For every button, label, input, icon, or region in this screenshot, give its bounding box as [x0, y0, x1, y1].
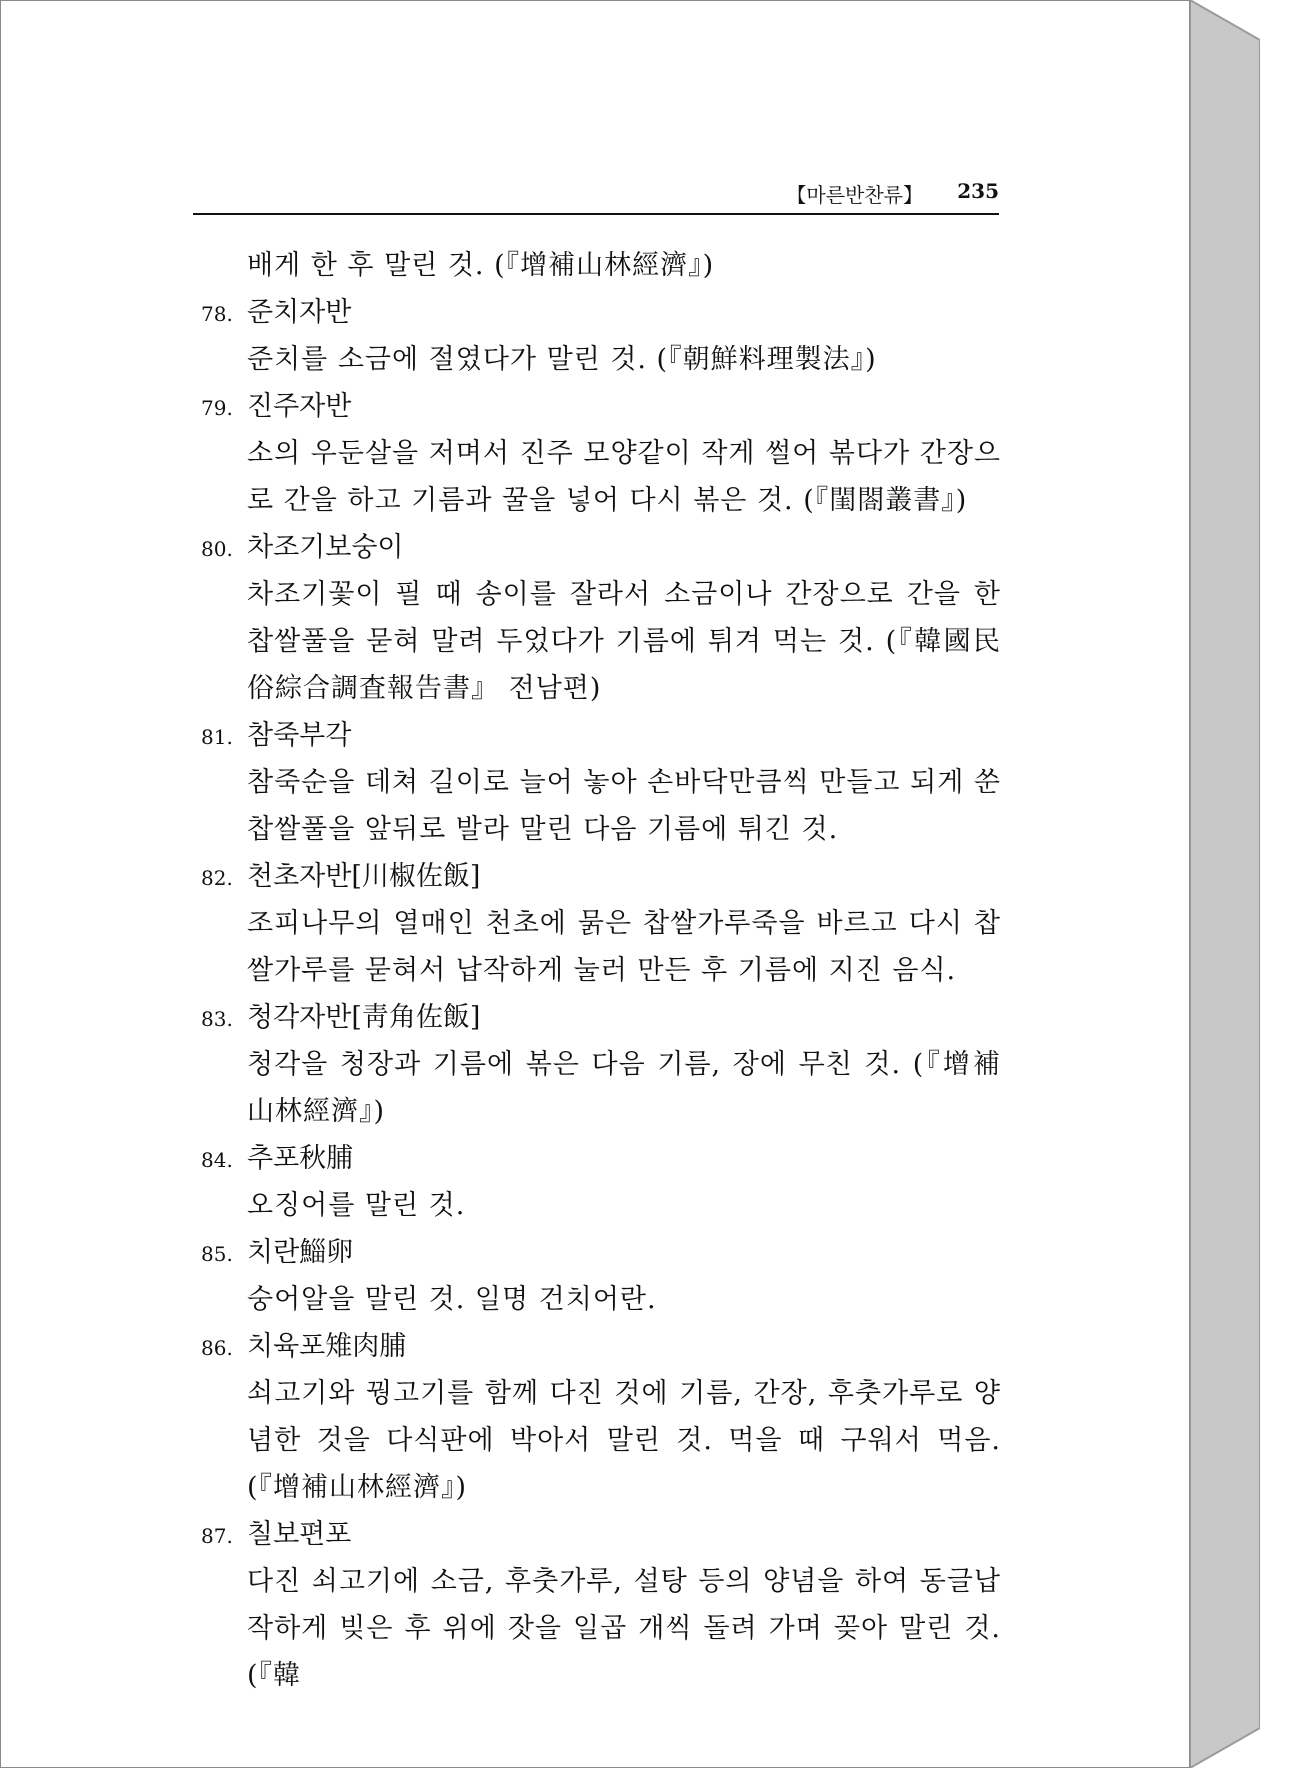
entry-number: 85. — [201, 1242, 233, 1266]
entry — [201, 524, 1001, 712]
entry-definition: 소의 우둔살을 저며서 진주 모양같이 작게 썰어 볶다가 간장으로 간을 하고 기름과 꿀을 넣어 다시 볶은 것. (『閨閤叢書』) — [247, 438, 1001, 516]
entry-number: 84. — [201, 1148, 233, 1172]
entry — [201, 1229, 1001, 1323]
entry-definition: 준치를 소금에 절였다가 말린 것. (『朝鮮料理製法』) — [247, 344, 877, 375]
entry-number: 87. — [201, 1524, 233, 1548]
entry-title: 치육포雉肉脯 — [247, 1331, 407, 1362]
entry-number: 79. — [201, 396, 233, 420]
entry-title: 차조기보숭이 — [247, 532, 404, 563]
entry-number: 81. — [201, 725, 233, 749]
continued-text: 배게 한 후 말린 것. (『增補山林經濟』) — [247, 250, 715, 281]
entry-definition: 차조기꽃이 필 때 송이를 잘라서 소금이나 간장으로 간을 한 찹쌀풀을 묻혀 말려 두었다가 기름에 튀겨 먹는 것. (『韓國民俗綜合調査報告書』 전남편) — [247, 579, 1001, 704]
entry-title: 진주자반 — [247, 391, 352, 422]
entry — [201, 1511, 1001, 1699]
entry-number: 83. — [201, 1007, 233, 1031]
entry-title: 칠보편포 — [247, 1519, 352, 1550]
entry-definition: 오징어를 말린 것. — [247, 1190, 466, 1221]
entry-title: 준치자반 — [247, 297, 352, 328]
entry — [201, 289, 1001, 383]
entry — [201, 1323, 1001, 1511]
entry-definition: 청각을 청장과 기름에 볶은 다음 기름, 장에 무친 것. (『增補山林經濟』) — [247, 1049, 1001, 1127]
entry-definition: 숭어알을 말린 것. 일명 건치어란. — [247, 1284, 657, 1315]
entry-title: 치란鯔卵 — [247, 1237, 354, 1268]
entry-definition: 참죽순을 데쳐 길이로 늘어 놓아 손바닥만큼씩 만들고 되게 쑨 찹쌀풀을 앞뒤로 발라 말린 다음 기름에 튀긴 것. — [247, 767, 1001, 845]
entry — [201, 853, 1001, 994]
entry — [201, 712, 1001, 853]
entry-number: 86. — [201, 1336, 233, 1360]
entry-number: 82. — [201, 866, 233, 890]
entry-title: 천초자반[川椒佐飯] — [247, 861, 481, 892]
page-content — [201, 242, 1001, 1699]
entry-definition: 다진 쇠고기에 소금, 후춧가루, 설탕 등의 양념을 하여 동글납작하게 빚은 후 위에 잣을 일곱 개씩 돌려 가며 꽂아 말린 것. (『韓 — [247, 1566, 1001, 1691]
entry-number: 78. — [201, 302, 233, 326]
page-number: 235 — [957, 179, 999, 203]
entry — [201, 994, 1001, 1135]
entry-definition: 쇠고기와 꿩고기를 함께 다진 것에 기름, 간장, 후춧가루로 양념한 것을 다식판에 박아서 말린 것. 먹을 때 구워서 먹음. (『增補山林經濟』) — [247, 1378, 1001, 1503]
entry — [201, 1135, 1001, 1229]
entry-definition: 조피나무의 열매인 천초에 묽은 찹쌀가루죽을 바르고 다시 찹쌀가루를 묻혀서 납작하게 눌러 만든 후 기름에 지진 음식. — [247, 908, 1001, 986]
entry-title: 참죽부각 — [247, 720, 352, 751]
entry-title: 추포秋脯 — [247, 1143, 354, 1174]
entry-title: 청각자반[靑角佐飯] — [247, 1002, 481, 1033]
running-header — [193, 179, 999, 215]
entry-number: 80. — [201, 537, 233, 561]
section-title: 【마른반찬류】 — [786, 183, 923, 207]
book-page-edge — [1190, 0, 1260, 1768]
entry — [201, 383, 1001, 524]
